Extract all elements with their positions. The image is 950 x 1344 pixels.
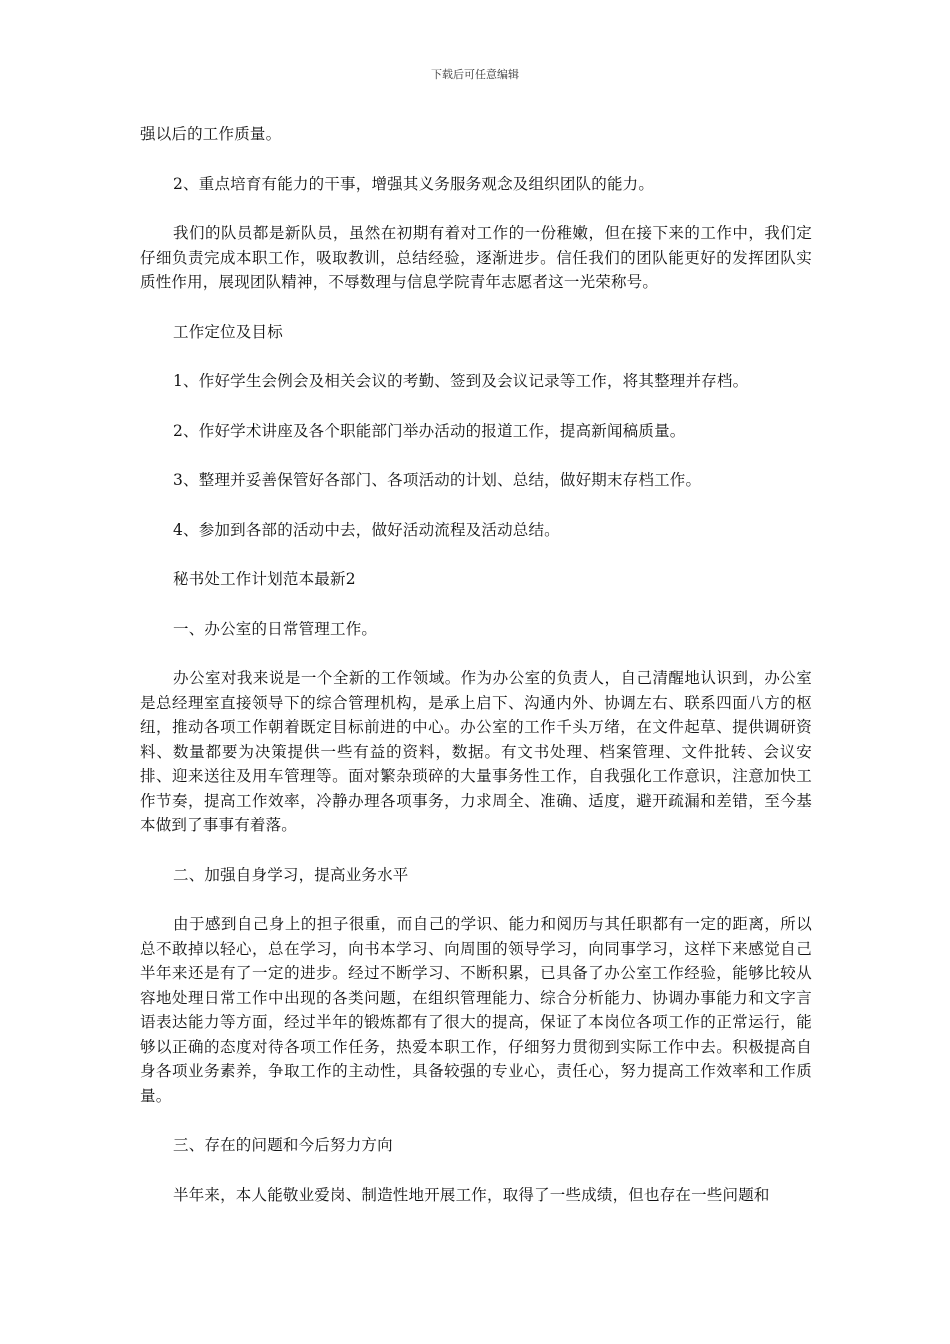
paragraph: 一、办公室的日常管理工作。 (173, 619, 378, 638)
paragraph: 秘书处工作计划范本最新2 (173, 570, 356, 588)
document-body (140, 122, 812, 1232)
paragraph: 我们的队员都是新队员，虽然在初期有着对工作的一份稚嫩，但在接下来的工作中，我们定仔细负责完成本职工作，吸取教训，总结经验，逐渐进步。信任我们的团队能更好的发挥团队实质性作用，展现团队精神，不辱数理与信息学院青年志愿者这一光荣称号。 (140, 224, 812, 291)
paragraph: 强以后的工作质量。 (140, 125, 282, 143)
paragraph: 由于感到自己身上的担子很重，而自己的学识、能力和阅历与其任职都有一定的距离，所以总不敢掉以轻心，总在学习，向书本学习、向周围的领导学习，向同事学习，这样下来感觉自己半年来还是有了一定的进步。经过不断学习、不断积累，已具备了办公室工作经验，能够比较从容地处理日常工作中出现的各类问题，在组织管理能力、综合分析能力、协调办事能力和文字言语表达能力等方面，经过半年的锻炼都有了很大的提高，保证了本岗位各项工作的正常运行，能够以正确的态度对待各项工作任务，热爱本职工作，仔细努力贯彻到实际工作中去。积极提高自身各项业务素养，争取工作的主动性，具备较强的专业心，责任心，努力提高工作效率和工作质量。 (140, 915, 812, 1105)
paragraph: 办公室对我来说是一个全新的工作领域。作为办公室的负责人，自己清醒地认识到，办公室是总经理室直接领导下的综合管理机构，是承上启下、沟通内外、协调左右、联系四面八方的枢纽，推动各项工作朝着既定目标前进的中心。办公室的工作千头万绪，在文件起草、提供调研资料、数量都要为决策提供一些有益的资料，数据。有文书处理、档案管理、文件批转、会议安排、迎来送往及用车管理等。面对繁杂琐碎的大量事务性工作，自我强化工作意识，注意加快工作节奏，提高工作效率，冷静办理各项事务，力求周全、准确、适度，避开疏漏和差错，至今基本做到了事事有着落。 (140, 669, 812, 834)
paragraph: 三、存在的问题和今后努力方向 (173, 1136, 393, 1154)
paragraph: 4、参加到各部的活动中去，做好活动流程及活动总结。 (173, 520, 560, 539)
paragraph: 2、重点培育有能力的干事，增强其义务服务观念及组织团队的能力。 (173, 174, 655, 193)
paragraph: 半年来，本人能敬业爱岗、制造性地开展工作，取得了一些成绩，但也存在一些问题和 (173, 1185, 770, 1204)
paragraph: 2、作好学术讲座及各个职能部门举办活动的报道工作，提高新闻稿质量。 (173, 421, 686, 440)
page-header: 下载后可任意编辑 (431, 68, 519, 81)
paragraph: 1、作好学生会例会及相关会议的考勤、签到及会议记录等工作，将其整理并存档。 (173, 372, 749, 390)
paragraph: 二、加强自身学习，提高业务水平 (173, 865, 409, 884)
paragraph: 3、整理并妥善保管好各部门、各项活动的计划、总结，做好期末存档工作。 (173, 471, 702, 489)
paragraph: 工作定位及目标 (173, 322, 283, 341)
